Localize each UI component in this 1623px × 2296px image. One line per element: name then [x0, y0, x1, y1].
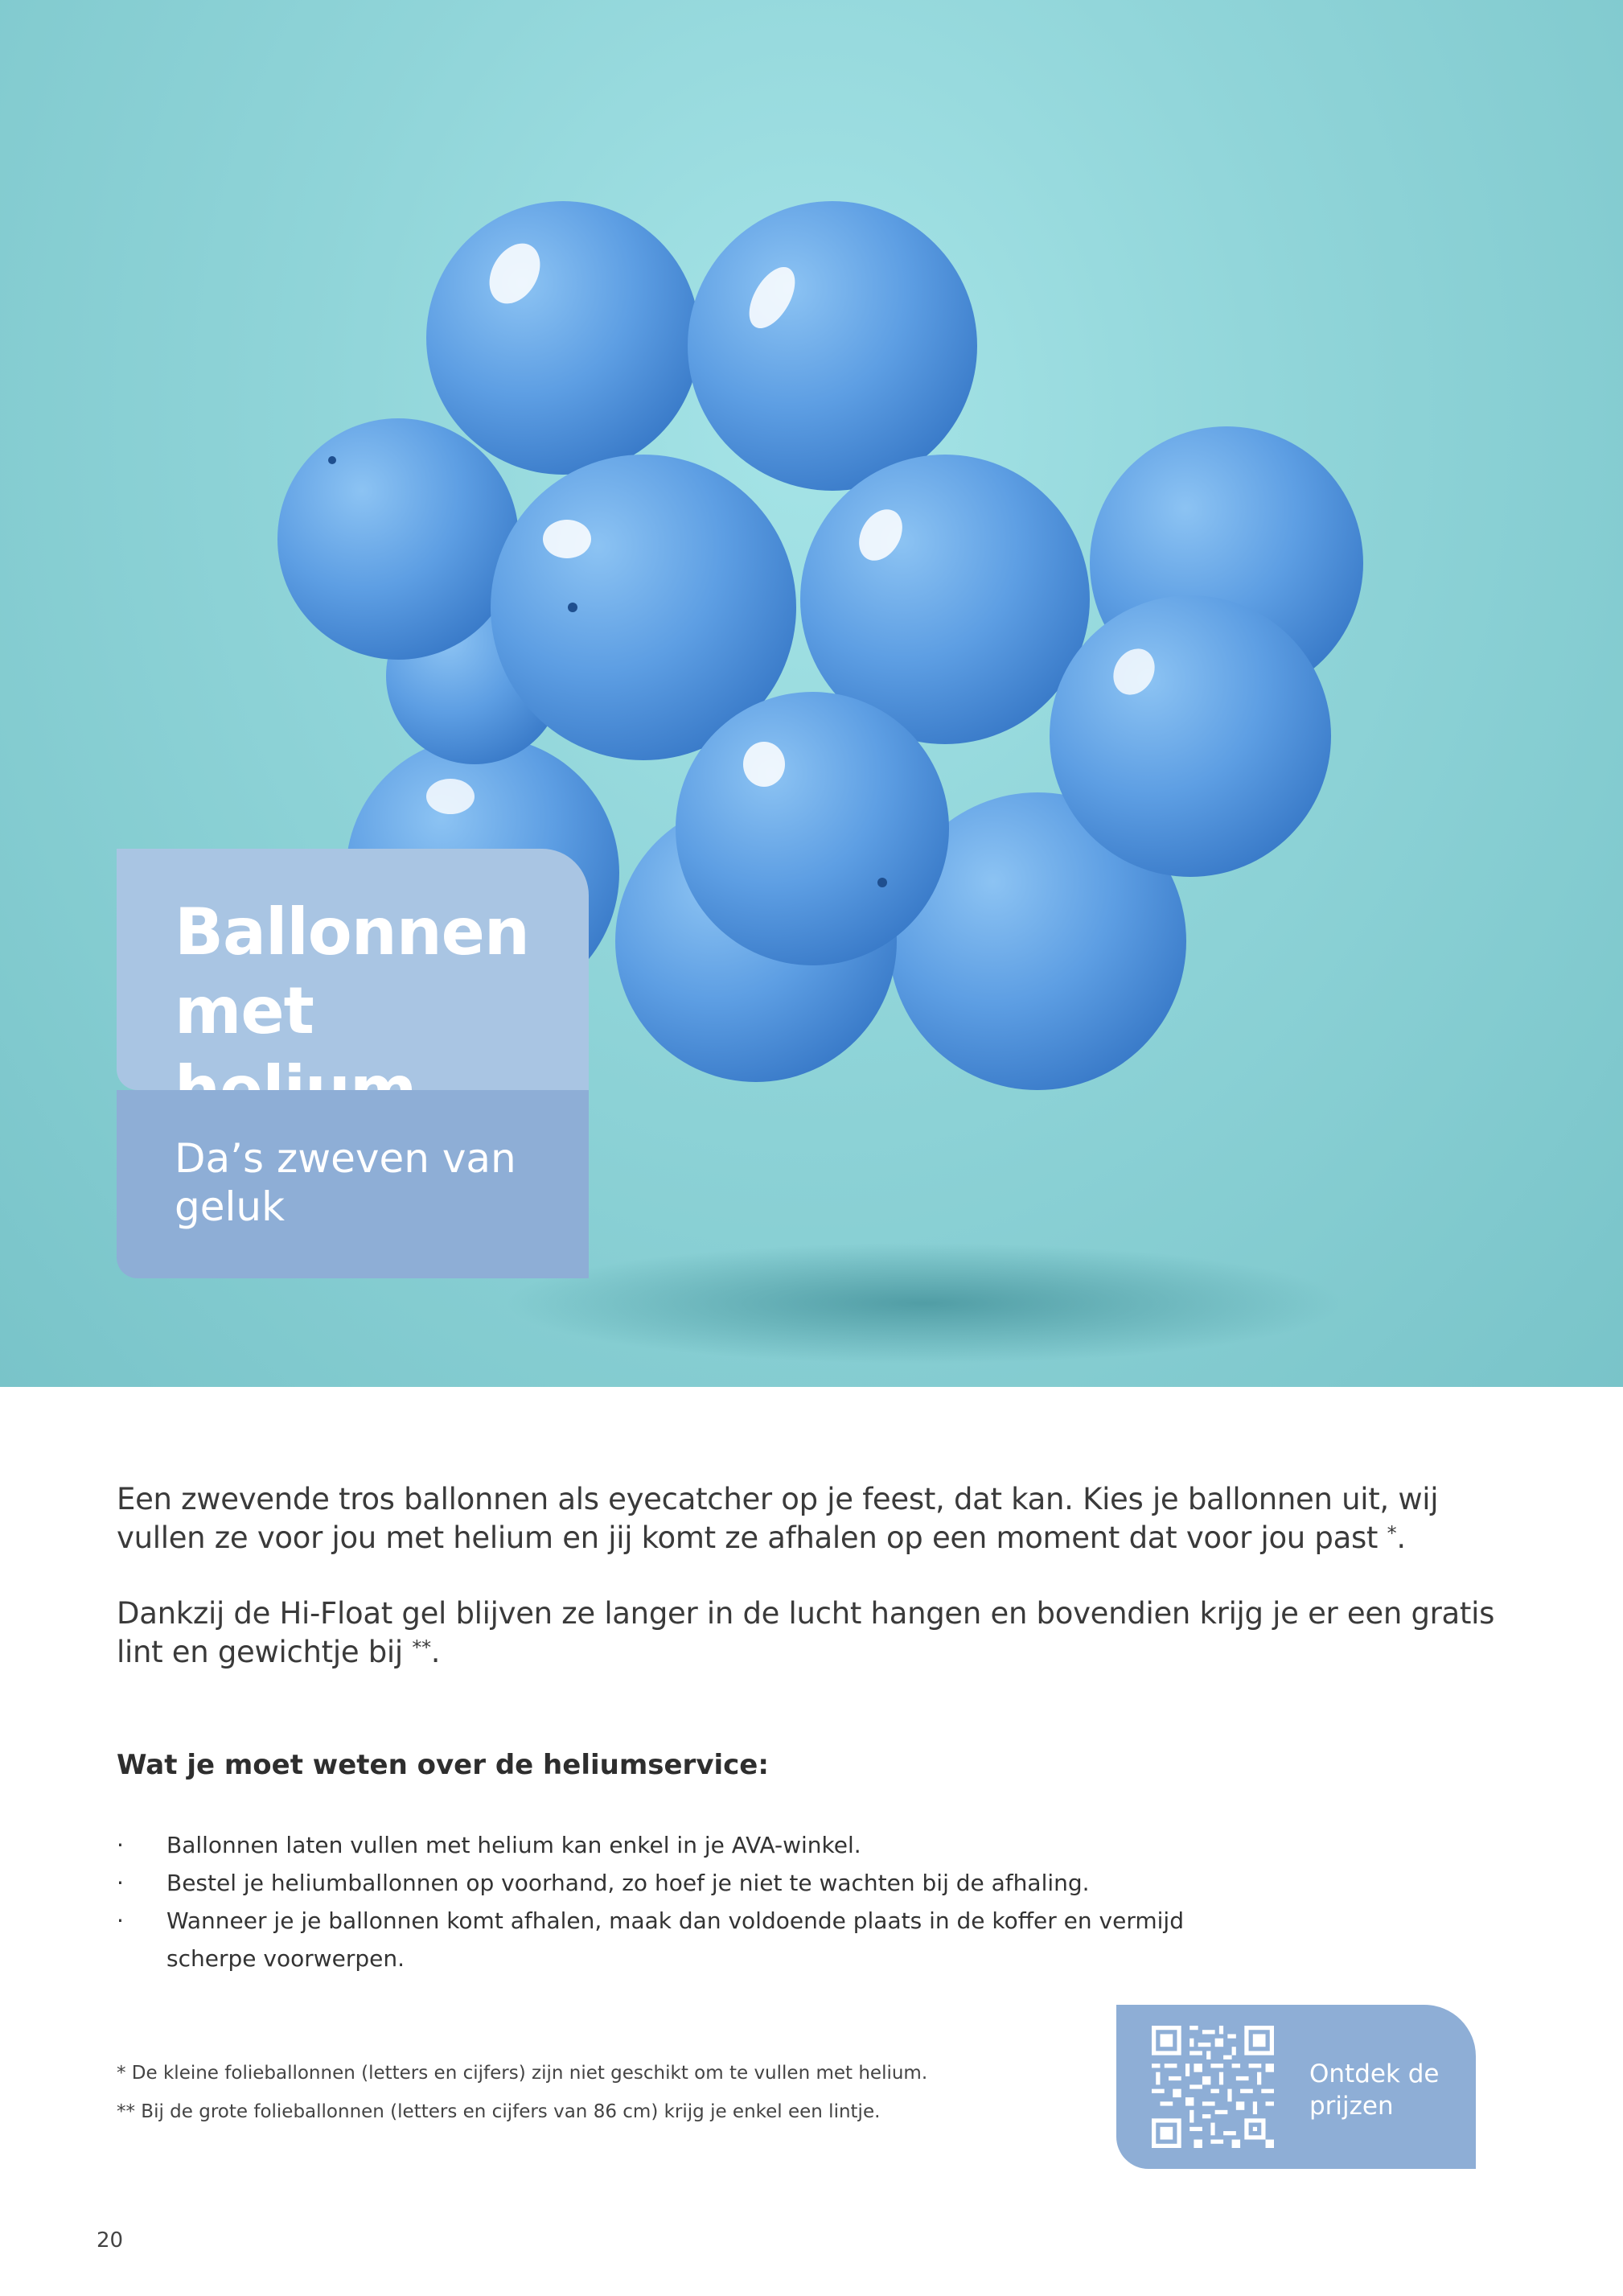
- qr-code-icon[interactable]: [1152, 2026, 1274, 2148]
- bullet-icon: ·: [117, 1870, 124, 1896]
- helium-service-list: [117, 1826, 1243, 1977]
- footnote-mark-1: *: [1387, 1522, 1397, 1545]
- intro-end-2: .: [430, 1635, 441, 1669]
- discover-prices-link[interactable]: Ontdek de prijzen: [1309, 2059, 1440, 2121]
- bullet-icon: ·: [117, 1907, 124, 1934]
- list-item-text: Wanneer je je ballonnen komt afhalen, maak dan voldoende plaats in de koffer en vermijd scherpe voorwerpen.: [166, 1907, 1184, 1972]
- intro-text-1: Een zwevende tros ballonnen als eyecatcher op je feest, dat kan. Kies je ballonnen uit, wij vullen ze voor jou met helium en jij komt ze afhalen op een moment dat voor jou past: [117, 1482, 1439, 1555]
- intro-paragraph-1: [117, 1480, 1516, 1557]
- footnote-mark-2: **: [412, 1636, 431, 1659]
- section-heading: Wat je moet weten over de heliumservice:: [117, 1749, 769, 1781]
- list-item: [117, 1864, 1243, 1902]
- intro-end-1: .: [1396, 1520, 1406, 1555]
- page-subtitle: Da’s zweven van geluk: [175, 1135, 516, 1230]
- list-item: [117, 1826, 1243, 1864]
- bullet-icon: ·: [117, 1832, 124, 1858]
- footnote-1: * De kleine folieballonnen (letters en cijfers) zijn niet geschikt om te vullen met helium.: [117, 2063, 928, 2084]
- title-card: [117, 849, 589, 1090]
- intro-paragraph-2: [117, 1594, 1516, 1672]
- footnote-2: ** Bij de grote folieballonnen (letters en cijfers van 86 cm) krijg je enkel een lintje.: [117, 2101, 881, 2122]
- prices-qr-card[interactable]: [1116, 2005, 1476, 2169]
- list-item-text: Ballonnen laten vullen met helium kan enkel in je AVA-winkel.: [166, 1832, 861, 1858]
- page-title: Ballonnen met: [175, 895, 529, 1048]
- intro-text-2: Dankzij de Hi-Float gel blijven ze langer in de lucht hangen en bovendien krijg je er een gratis lint en gewichtje bij: [117, 1596, 1495, 1669]
- list-item: [117, 1902, 1243, 1977]
- list-item-text: Bestel je heliumballonnen op voorhand, zo hoef je niet te wachten bij de afhaling.: [166, 1870, 1090, 1896]
- page-number: 20: [97, 2228, 124, 2253]
- subtitle-card: [117, 1090, 589, 1278]
